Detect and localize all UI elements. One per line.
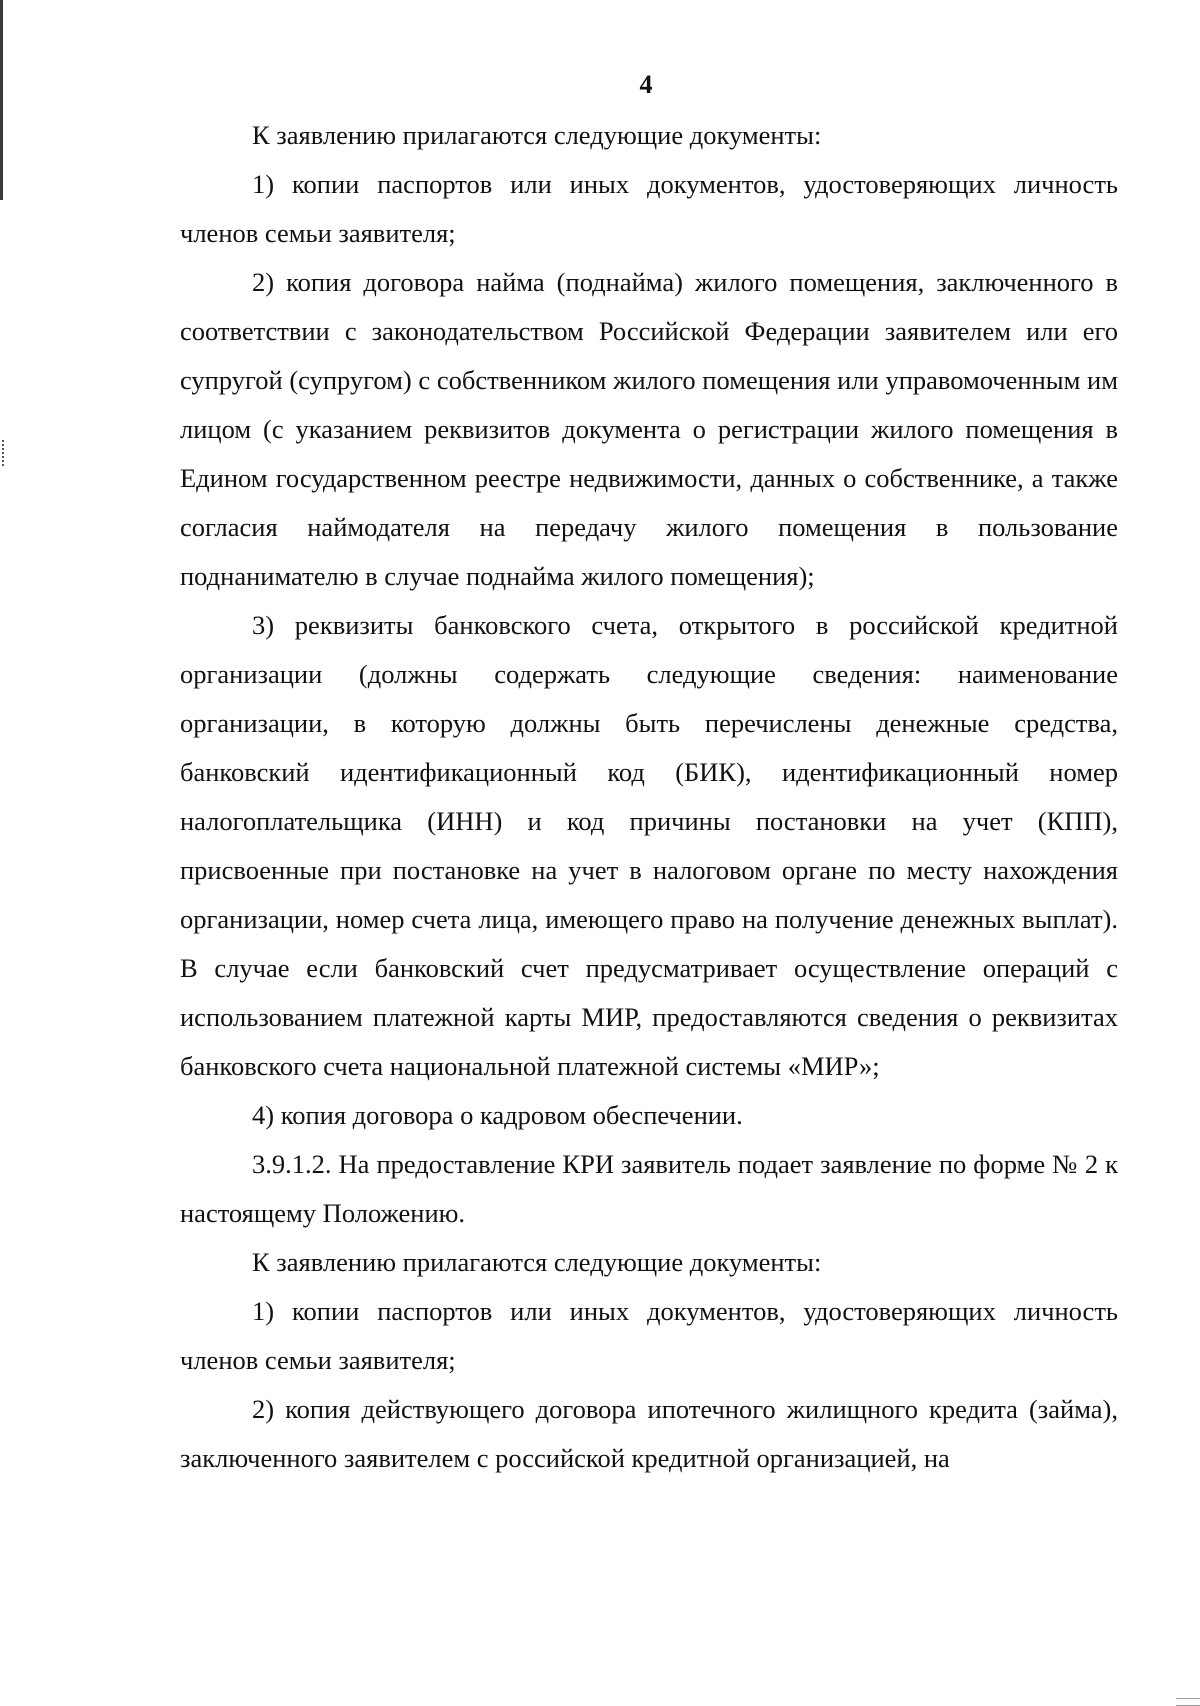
paragraph-item-1-passports: 1) копии паспортов или иных документов, удостоверяющих личность членов семьи заявителя; bbox=[180, 169, 1118, 248]
scan-edge-mark bbox=[0, 0, 3, 200]
paragraph-attachments-intro-2: К заявлению прилагаются следующие документы: bbox=[252, 1247, 822, 1277]
paragraph-item-2-mortgage-contract: 2) копия действующего договора ипотечного жилищного кредита (займа), заключенного заявителем с российской кредитной организацией, на bbox=[180, 1394, 1118, 1473]
scan-corner-mark bbox=[1176, 1698, 1200, 1706]
document-body bbox=[180, 111, 1118, 1483]
paragraph-section-3-9-1-2: 3.9.1.2. На предоставление КРИ заявитель подает заявление по форме № 2 к настоящему Положению. bbox=[180, 1149, 1118, 1228]
scan-edge-dots bbox=[2, 440, 6, 466]
paragraph-item-2-rental-contract: 2) копия договора найма (поднайма) жилого помещения, заключенного в соответствии с законодательством Российской Федерации заявителем или его супругой (супругом) с собственником жилого помещения или управомоченным им лицом (с указанием реквизитов документа о регистрации жилого помещения в Едином государственном реестре недвижимости, данных о собственнике, а также согласия наймодателя на передачу жилого помещения в пользование поднанимателю в случае поднайма жилого помещения); bbox=[180, 267, 1118, 591]
paragraph-attachments-intro: К заявлению прилагаются следующие документы: bbox=[252, 120, 822, 150]
paragraph-item-3-bank-details: 3) реквизиты банковского счета, открытого в российской кредитной организации (должны содержать следующие сведения: наименование организации, в которую должны быть перечислены денежные средства, банковский идентификационный код (БИК), идентификационный номер налогоплательщика (ИНН) и код причины постановки на учет (КПП), присвоенные при постановке на учет в налоговом органе по месту нахождения организации, номер счета лица, имеющего право на получение денежных выплат). В случае если банковский счет предусматривает осуществление операций с использованием платежной карты МИР, предоставляются сведения о реквизитах банковского счета национальной платежной системы «МИР»; bbox=[180, 610, 1118, 1081]
paragraph-item-4-staffing-contract: 4) копия договора о кадровом обеспечении. bbox=[252, 1100, 743, 1130]
paragraph-item-1-passports-2: 1) копии паспортов или иных документов, удостоверяющих личность членов семьи заявителя; bbox=[180, 1296, 1118, 1375]
page-number: 4 bbox=[639, 70, 653, 99]
